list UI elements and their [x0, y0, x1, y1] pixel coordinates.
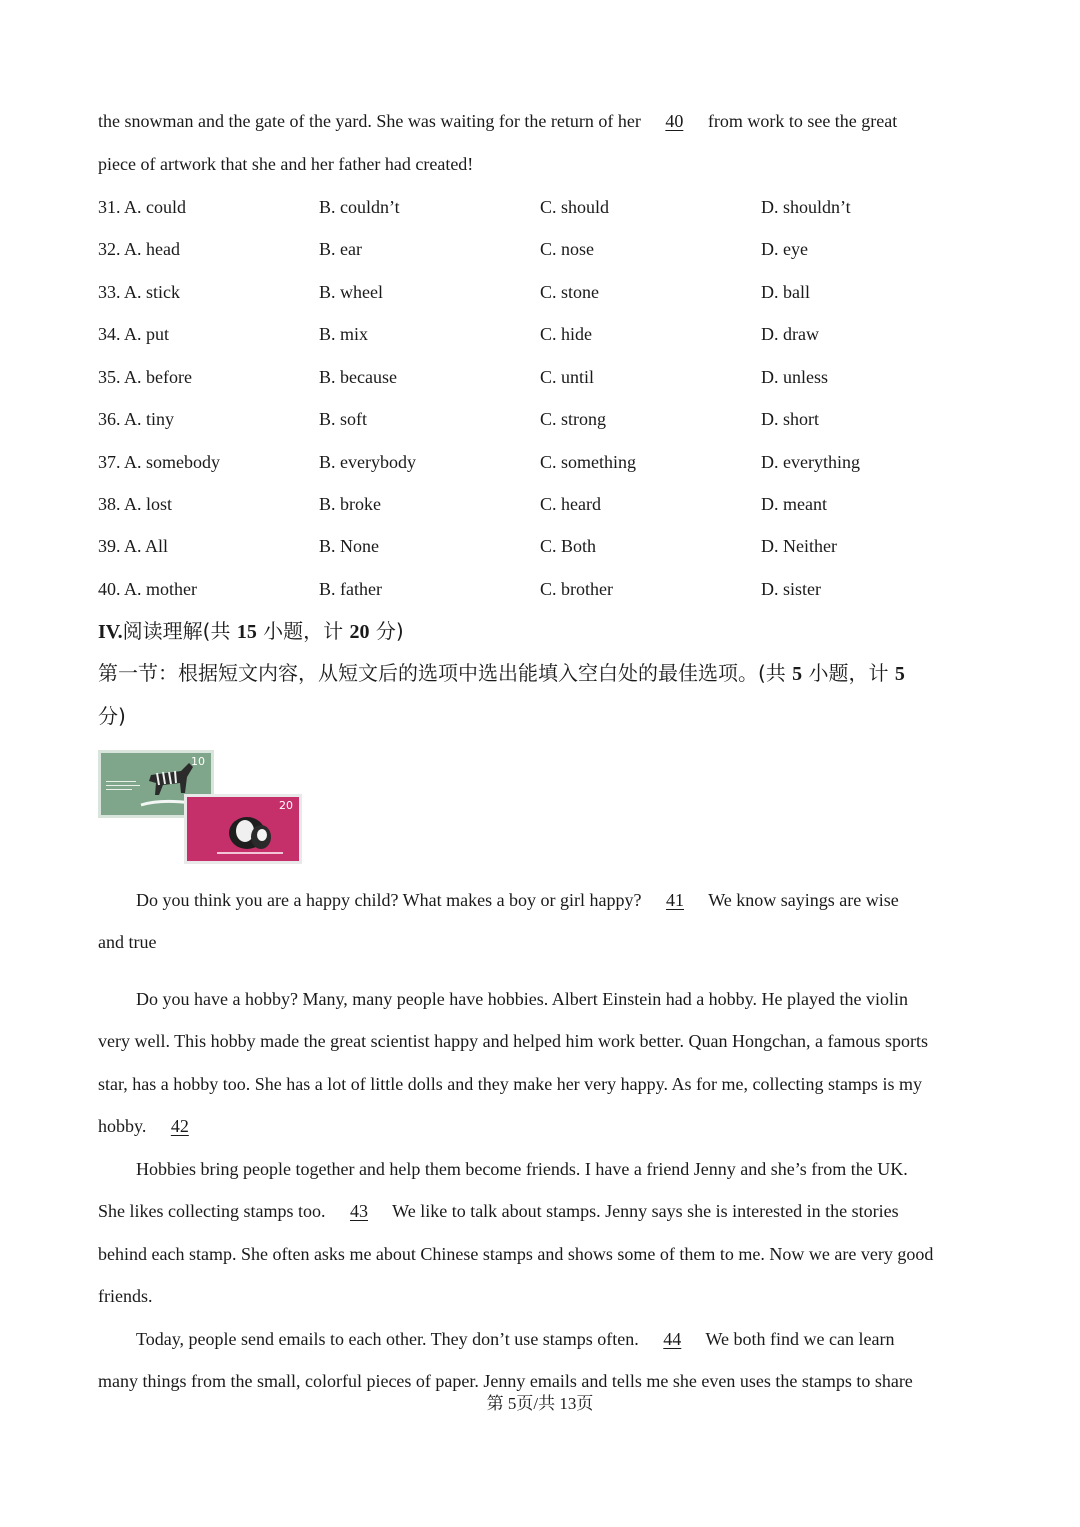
passage-p1-line2: and true — [98, 932, 157, 952]
option-row-38 — [98, 492, 984, 516]
option-row-34 — [98, 322, 984, 346]
option-d: D. short — [761, 409, 819, 429]
option-row-40 — [98, 577, 984, 601]
passage-p1-line1: Do you think you are a happy child? What makes a boy or girl happy? 41 We know sayings are wise — [136, 890, 899, 910]
option-d: D. meant — [761, 494, 827, 514]
intro-line-2: piece of artwork that she and her father had created! — [98, 154, 474, 174]
option-d: D. shouldn’t — [761, 197, 851, 217]
stamp-caption-lines — [106, 781, 146, 790]
passage-p4-line2: many things from the small, colorful pieces of paper. Jenny emails and tells me she even uses the stamps to share — [98, 1371, 913, 1391]
option-b: B. soft — [319, 409, 368, 429]
passage-p3-line1: Hobbies bring people together and help them become friends. I have a friend Jenny and she’s from the UK. — [136, 1159, 908, 1179]
page-footer: 第 5页/共 13页 — [486, 1394, 594, 1413]
option-b: B. None — [319, 536, 379, 556]
option-c: C. stone — [540, 282, 600, 302]
intro-text-cont: from work to see the great — [703, 111, 898, 131]
option-a: 35. A. before — [98, 367, 192, 387]
option-c: C. brother — [540, 579, 613, 599]
option-c: C. until — [540, 367, 595, 387]
option-c: C. should — [540, 197, 610, 217]
passage-p2-line4: hobby. 42 — [98, 1114, 209, 1138]
option-row-35 — [98, 365, 984, 389]
passage-p3-line2: She likes collecting stamps too. 43 We like to talk about stamps. Jenny says she is interested in the stories — [98, 1201, 899, 1221]
option-a: 40. A. mother — [98, 579, 197, 599]
option-d: D. everything — [761, 452, 860, 472]
passage-p2-line2: very well. This hobby made the great scientist happy and helped him work better. Quan Hongchan, a famous sports — [98, 1031, 928, 1051]
option-b: B. because — [319, 367, 397, 387]
option-d: D. unless — [761, 367, 828, 387]
part-1-instruction: 第一节：根据短文内容，从短文后的选项中选出能填入空白处的最佳选项。(共 5 小题，计 5 — [98, 661, 905, 685]
option-d: D. Neither — [761, 536, 837, 556]
option-row-32 — [98, 237, 984, 261]
blank-44: 44 — [663, 1329, 682, 1349]
option-a: 37. A. somebody — [98, 452, 221, 472]
section-title: IV.阅读理解(共 15 小题，计 20 分) — [98, 619, 404, 643]
stamps-image — [98, 750, 308, 866]
stamp-value: 20 — [279, 799, 293, 812]
option-b: B. broke — [319, 494, 381, 514]
option-a: 33. A. stick — [98, 282, 181, 302]
option-a: 32. A. head — [98, 239, 180, 259]
passage-p4-line1: Today, people send emails to each other. They don’t use stamps often. 44 We both find we can learn — [136, 1329, 895, 1349]
option-c: C. hide — [540, 324, 592, 344]
option-b: B. ear — [319, 239, 362, 259]
passage-p2-line3: star, has a hobby too. She has a lot of little dolls and they make her very happy. As for me, collecting stamps is my — [98, 1074, 922, 1094]
option-row-36 — [98, 407, 984, 431]
blank-43: 43 — [349, 1201, 368, 1221]
blank-41: 41 — [666, 890, 685, 910]
intro-line-1 — [98, 109, 897, 133]
monkey-stamp — [184, 794, 302, 864]
option-c: C. Both — [540, 536, 597, 556]
option-c: C. strong — [540, 409, 607, 429]
option-a: 36. A. tiny — [98, 409, 175, 429]
option-a: 39. A. All — [98, 536, 169, 556]
part-1-instruction-cont: 分) — [98, 704, 126, 728]
option-d: D. sister — [761, 579, 821, 599]
option-a: 38. A. lost — [98, 494, 173, 514]
option-a: 34. A. put — [98, 324, 170, 344]
option-c: C. something — [540, 452, 637, 472]
option-d: D. eye — [761, 239, 808, 259]
option-b: B. everybody — [319, 452, 416, 472]
stamp-value: 10 — [191, 755, 205, 768]
option-b: B. father — [319, 579, 382, 599]
option-row-31 — [98, 195, 984, 219]
option-b: B. wheel — [319, 282, 383, 302]
passage-p2-line1: Do you have a hobby? Many, many people have hobbies. Albert Einstein had a hobby. He played the violin — [136, 989, 908, 1009]
option-row-39 — [98, 534, 984, 558]
option-c: C. nose — [540, 239, 594, 259]
option-d: D. draw — [761, 324, 819, 344]
option-c: C. heard — [540, 494, 601, 514]
option-d: D. ball — [761, 282, 810, 302]
option-b: B. mix — [319, 324, 369, 344]
option-a: 31. A. could — [98, 197, 186, 217]
option-row-37 — [98, 450, 984, 474]
option-row-33 — [98, 280, 984, 304]
blank-40: 40 — [665, 111, 684, 131]
passage-p3-line4: friends. — [98, 1286, 153, 1306]
intro-text: the snowman and the gate of the yard. She was waiting for the return of her — [98, 111, 646, 131]
blank-42: 42 — [170, 1116, 189, 1136]
option-b: B. couldn’t — [319, 197, 400, 217]
passage-p3-line3: behind each stamp. She often asks me about Chinese stamps and shows some of them to me. Now we are very good — [98, 1244, 934, 1264]
